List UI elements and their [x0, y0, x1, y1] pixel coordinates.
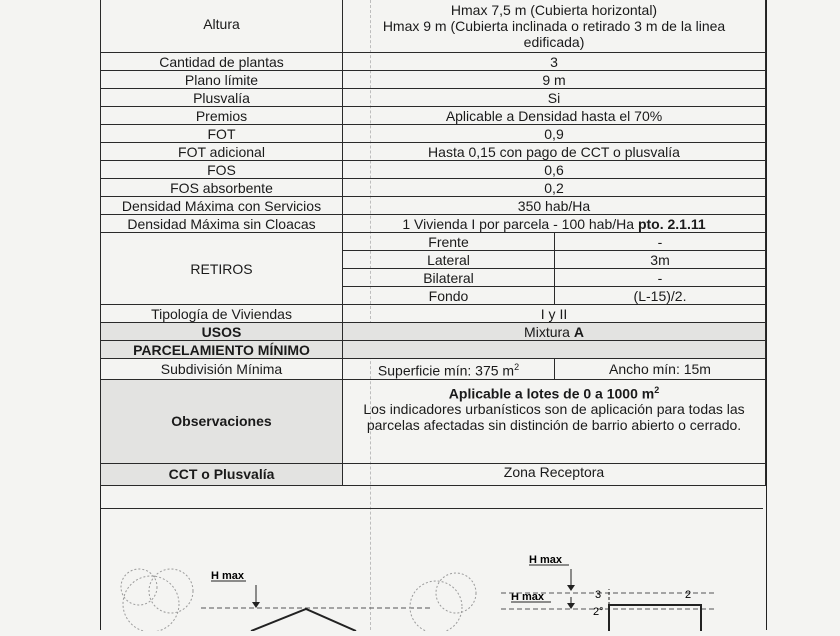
row-observaciones — [101, 379, 766, 463]
row-label: FOS — [101, 161, 343, 179]
retiro-value: (L-15)/2. — [555, 287, 766, 305]
retiro-value: - — [555, 269, 766, 287]
row-value: I y II — [343, 305, 766, 323]
row-value: 9 m — [343, 71, 766, 89]
row-label: FOT adicional — [101, 143, 343, 161]
retiro-value: 3m — [555, 251, 766, 269]
row-label: Tipología de Viviendas — [101, 305, 343, 323]
row-fos — [101, 161, 766, 179]
row-label: Plusvalía — [101, 89, 343, 107]
densidad-ref: pto. 2.1.11 — [637, 215, 706, 232]
row-cantidad-plantas — [101, 53, 766, 71]
row-label: FOT — [101, 125, 343, 143]
observaciones-value — [343, 379, 766, 463]
altura-line1: Hmax 7,5 m (Cubierta horizontal) — [450, 1, 658, 18]
retiros-label: RETIROS — [101, 233, 343, 305]
cct-value: Zona Receptora — [343, 463, 766, 485]
row-label: Plano límite — [101, 71, 343, 89]
row-label: Densidad Máxima con Servicios — [101, 197, 343, 215]
row-usos — [101, 323, 766, 341]
observaciones-text: Los indicadores urbanísticos son de aplicación para todas las parcelas afectadas sin distinción de barrio abierto o cerrado. — [363, 401, 745, 434]
row-value: 350 hab/Ha — [343, 197, 766, 215]
altura-value — [343, 0, 766, 53]
usos-value-prefix: Mixtura — [524, 323, 570, 340]
row-densidad-sin-cloacas — [101, 215, 766, 233]
left-hmax-label: H max — [211, 570, 245, 582]
subdivision-superficie — [343, 359, 555, 380]
subdivision-ancho: Ancho mín: 15m — [555, 359, 766, 380]
densidad-sin-cloacas-value: 1 Vivienda I por parcela - 100 hab/Ha — [402, 215, 635, 232]
parcelamiento-value — [343, 341, 766, 359]
row-value: Hasta 0,15 con pago de CCT o plusvalía — [343, 143, 766, 161]
zoning-table — [100, 0, 766, 486]
retiro-name: Fondo — [343, 287, 555, 305]
superficie-text: Superficie mín: 375 m — [377, 362, 515, 379]
retiro-name: Lateral — [343, 251, 555, 269]
usos-label: USOS — [101, 323, 343, 341]
right-hmax-mid-label: H max — [511, 591, 545, 603]
dimension-3: 3 — [595, 589, 602, 601]
row-value: 0,6 — [343, 161, 766, 179]
cct-label: CCT o Plusvalía — [101, 463, 343, 485]
row-value: Aplicable a Densidad hasta el 70% — [343, 107, 766, 125]
row-cct — [101, 463, 766, 485]
superficie-sup: 2 — [514, 362, 520, 372]
row-tipologia — [101, 305, 766, 323]
row-fos-absorbente — [101, 179, 766, 197]
row-densidad-con-servicios — [101, 197, 766, 215]
parcelamiento-label: PARCELAMIENTO MÍNIMO — [101, 341, 343, 359]
row-premios — [101, 107, 766, 125]
row-value: 0,9 — [343, 125, 766, 143]
row-plusvalia — [101, 89, 766, 107]
altura-line2: Hmax 9 m (Cubierta inclinada o retirado 3 m de la linea edificada) — [382, 17, 726, 50]
dimension-2b: 2° — [593, 606, 604, 618]
tree-right-icon — [410, 573, 476, 631]
row-label: Densidad Máxima sin Cloacas — [101, 215, 343, 233]
right-hmax-top-label: H max — [529, 554, 563, 566]
tree-left-icon — [121, 569, 193, 631]
row-label: Premios — [101, 107, 343, 125]
usos-value — [343, 323, 766, 341]
usos-value-bold: A — [573, 323, 584, 340]
altura-label: Altura — [101, 0, 343, 53]
row-altura — [101, 0, 766, 53]
height-diagram — [101, 509, 763, 631]
row-value: 3 — [343, 53, 766, 71]
observaciones-heading — [351, 382, 757, 402]
row-fot — [101, 125, 766, 143]
row-value: Si — [343, 89, 766, 107]
observaciones-label: Observaciones — [101, 379, 343, 463]
dimension-2: 2 — [685, 589, 692, 601]
retiro-value: - — [555, 233, 766, 251]
row-label: FOS absorbente — [101, 179, 343, 197]
row-plano-limite — [101, 71, 766, 89]
row-fot-adicional — [101, 143, 766, 161]
row-value: 0,2 — [343, 179, 766, 197]
row-parcelamiento — [101, 341, 766, 359]
row-retiros-frente — [101, 233, 766, 251]
observaciones-heading-text: Aplicable a lotes de 0 a 1000 m — [448, 385, 655, 402]
row-label: Cantidad de plantas — [101, 53, 343, 71]
row-value — [343, 215, 766, 233]
retiro-name: Bilateral — [343, 269, 555, 287]
height-diagram-panel — [101, 508, 763, 631]
row-subdivision — [101, 359, 766, 380]
observaciones-heading-sup: 2 — [654, 384, 660, 395]
retiro-name: Frente — [343, 233, 555, 251]
subdivision-label: Subdivisión Mínima — [101, 359, 343, 380]
